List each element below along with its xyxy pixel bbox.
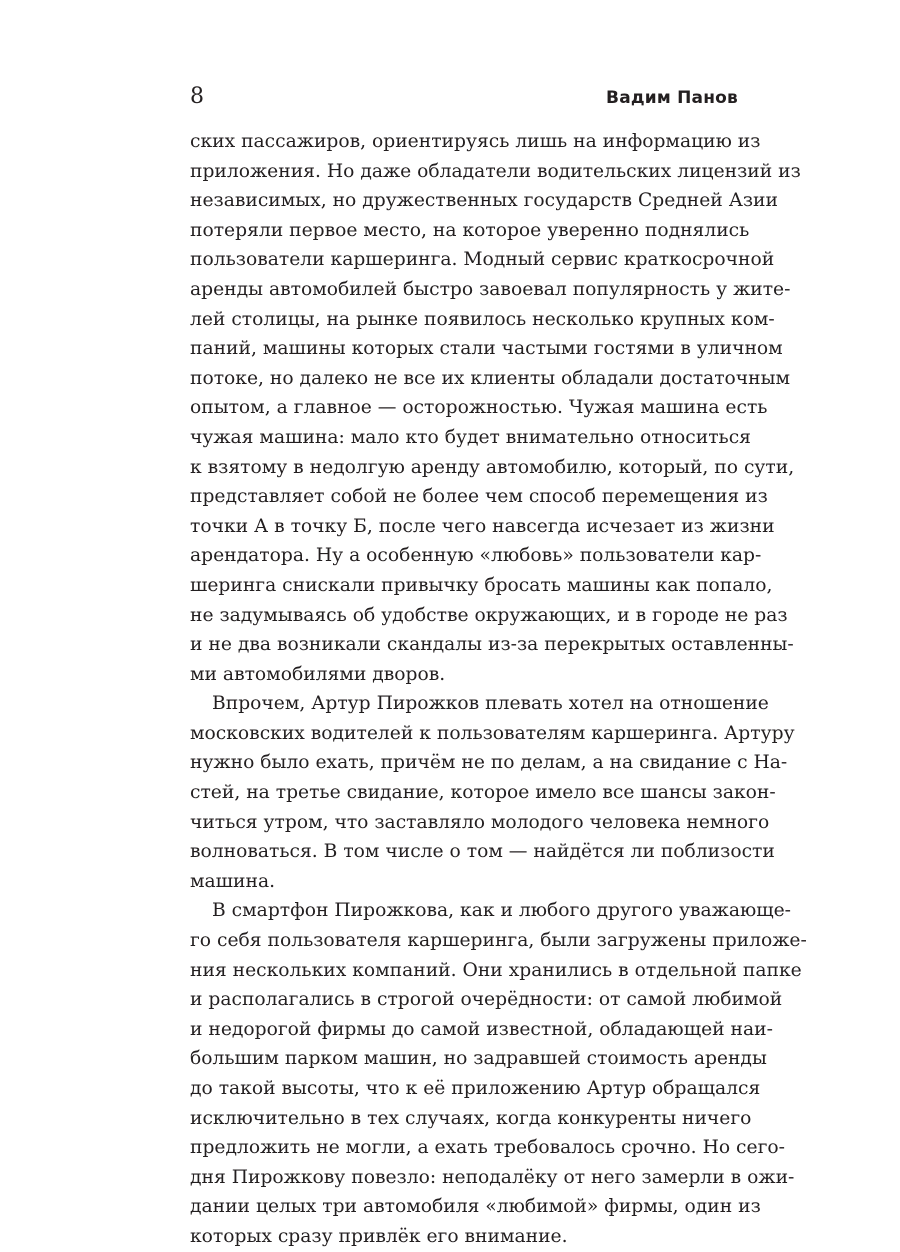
text-line: пользователи каршеринга. Модный сервис краткосрочной [190, 249, 775, 271]
text-line: го себя пользователя каршеринга, были загружены приложе- [190, 930, 807, 952]
text-line: к взятому в недолгую аренду автомобилю, который, по сути, [190, 456, 795, 478]
paragraph-3 [190, 896, 807, 1251]
text-line: исключительно в тех случаях, когда конкуренты ничего [190, 1107, 752, 1129]
text-line: ских пассажиров, ориентируясь лишь на информацию из [190, 131, 761, 152]
paragraph-1 [190, 127, 801, 689]
text-line: и располагались в строгой очерёдности: от самой любимой [190, 989, 783, 1011]
text-line: дня Пирожкову повезло: неподалёку от него замерли в ожи- [190, 1166, 795, 1188]
text-line: потеряли первое место, на которое уверенно поднялись [190, 219, 750, 241]
text-line: и недорогой фирмы до самой известной, обладающей наи- [190, 1018, 773, 1040]
text-line: Впрочем, Артур Пирожков плевать хотел на отношение [212, 693, 769, 715]
text-line: не задумываясь об удобстве окружающих, и в городе не раз [190, 604, 788, 626]
text-line: лей столицы, на рынке появилось несколько крупных ком- [190, 308, 775, 330]
running-head [190, 83, 738, 113]
text-line: волноваться. В том числе о том — найдётся ли поблизости [190, 841, 775, 863]
text-line: потоке, но далеко не все их клиенты обладали достаточным [190, 367, 790, 389]
text-line: приложения. Но даже обладатели водительских лицензий из [190, 160, 801, 182]
text-line: которых сразу привлёк его внимание. [190, 1225, 568, 1247]
text-line: московских водителей к пользователям каршеринга. Артуру [190, 722, 795, 744]
body-text [190, 127, 807, 1252]
text-line: стей, на третье свидание, которое имело все шансы закон- [190, 782, 776, 804]
text-line: В смартфон Пирожкова, как и любого другого уважающе- [212, 900, 791, 922]
text-line: опытом, а главное — осторожностью. Чужая машина есть [190, 397, 768, 419]
text-line: и не два возникали скандалы из-за перекрытых оставленны- [190, 634, 794, 656]
text-line: чужая машина: мало кто будет внимательно относиться [190, 426, 751, 448]
text-line: дании целых три автомобиля «любимой» фирмы, один из [190, 1196, 761, 1218]
text-line: ми автомобилями дворов. [190, 663, 446, 685]
text-line: независимых, но дружественных государств Средней Азии [190, 190, 778, 212]
text-line: паний, машины которых стали частыми гостями в уличном [190, 338, 783, 360]
text-line: машина. [190, 870, 276, 892]
text-line: большим парком машин, но задравшей стоимость аренды [190, 1048, 767, 1070]
page-number: 8 [190, 84, 204, 109]
text-line: нужно было ехать, причём не по делам, а на свидание с На- [190, 752, 788, 774]
text-line: аренды автомобилей быстро завоевал популярность у жите- [190, 278, 791, 300]
text-line: читься утром, что заставляло молодого человека немного [190, 811, 770, 833]
author-name: Вадим Панов [606, 88, 738, 108]
text-line: представляет собой не более чем способ перемещения из [190, 486, 768, 508]
text-line: точки А в точку Б, после чего навсегда исчезает из жизни [190, 515, 775, 537]
paragraph-2 [190, 689, 795, 896]
text-line: предложить не могли, а ехать требовалось срочно. Но сего- [190, 1137, 785, 1159]
text-line: арендатора. Ну а особенную «любовь» пользователи кар- [190, 545, 762, 567]
text-line: ния нескольких компаний. Они хранились в отдельной папке [190, 959, 802, 981]
text-line: шеринга снискали привычку бросать машины как попало, [190, 574, 773, 596]
text-line: до такой высоты, что к её приложению Артур обращался [190, 1078, 761, 1099]
